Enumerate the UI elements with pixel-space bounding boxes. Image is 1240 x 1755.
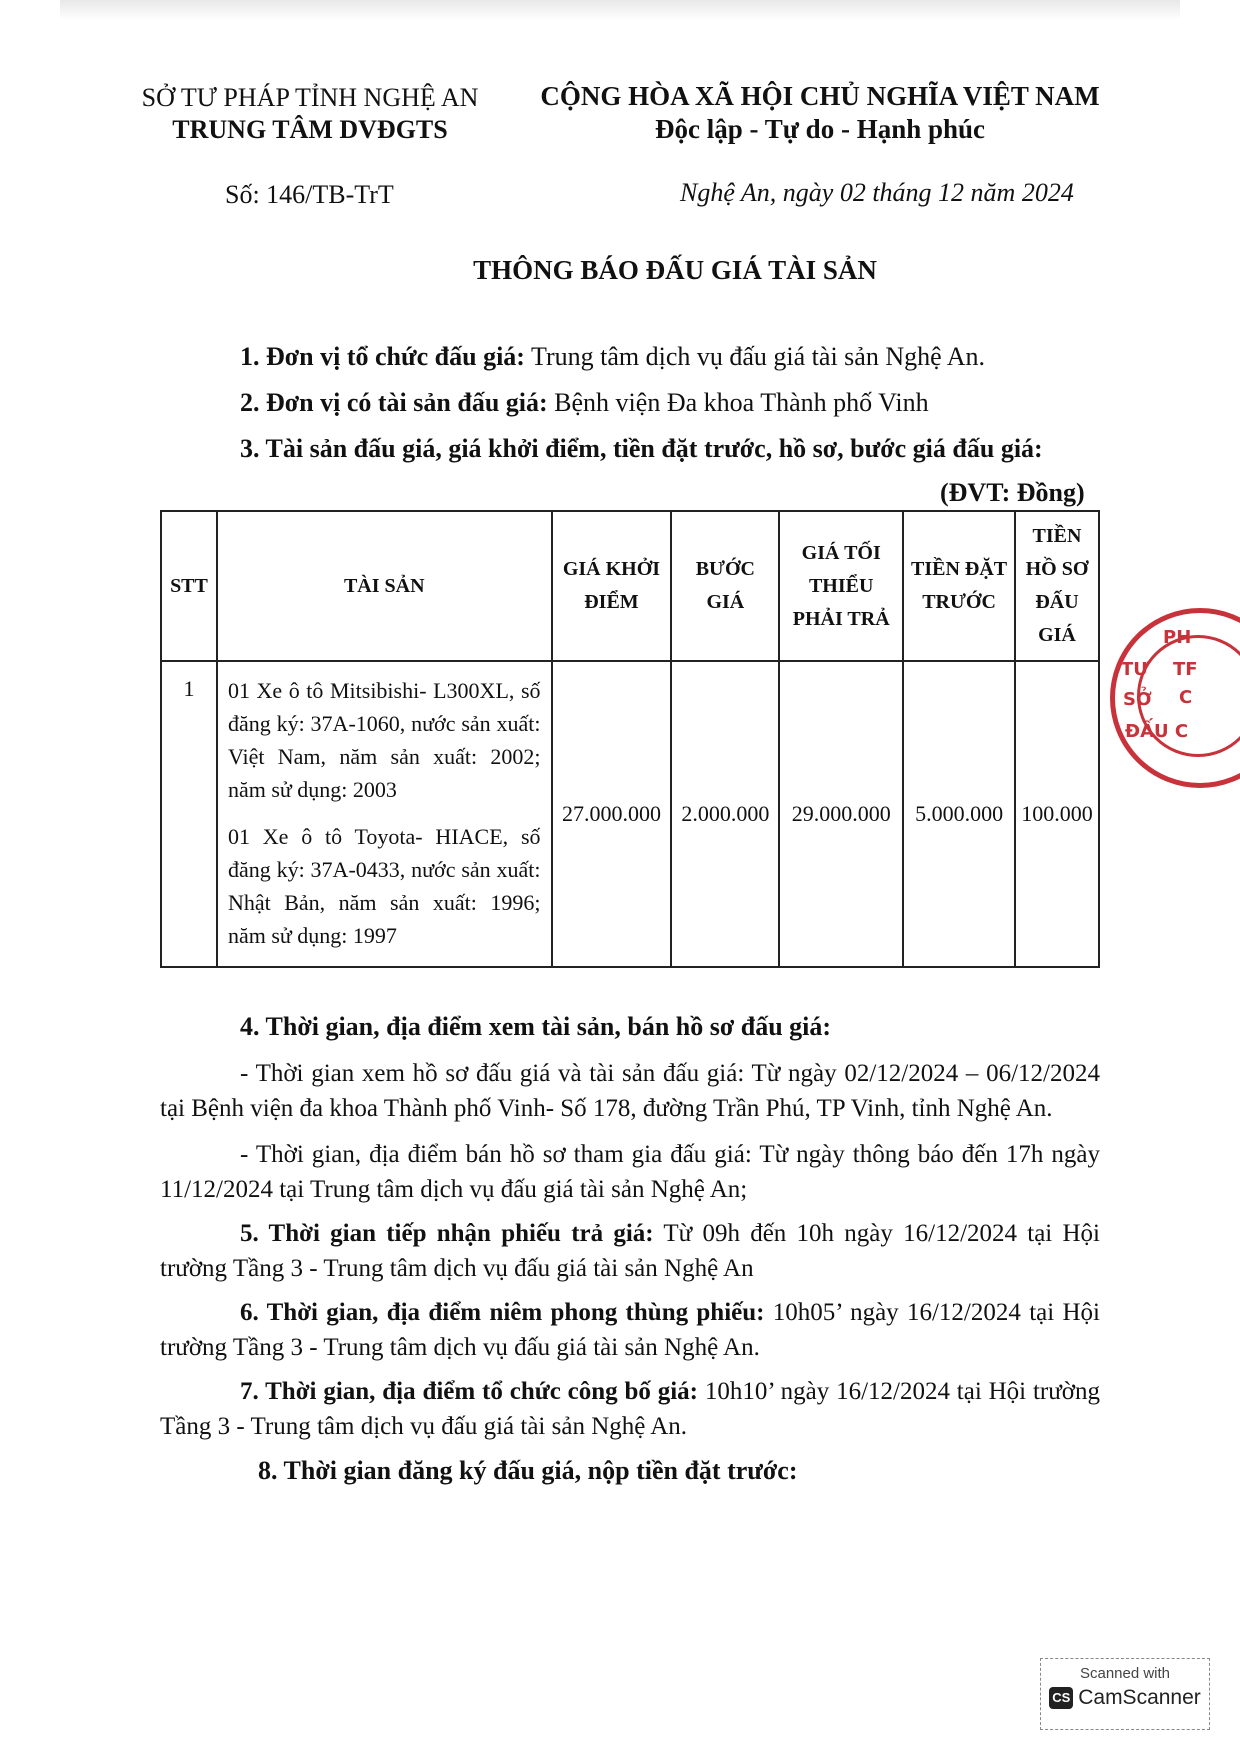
unit-label: (ĐVT: Đồng) <box>940 478 1085 507</box>
scanner-brand <box>1041 1686 1209 1710</box>
camscanner-logo-icon: CS <box>1049 1687 1073 1709</box>
seal-text: TF <box>1173 659 1198 680</box>
seal-stamp <box>1110 608 1240 788</box>
section-4-p2: - Thời gian, địa điểm bán hồ sơ tham gia đấu giá: Từ ngày thông báo đến 17h ngày 11/12/2024 tại Trung tâm dịch vụ đấu giá tài sản Nghệ An; <box>160 1141 1100 1203</box>
seal-text: PH <box>1163 627 1192 648</box>
scanner-brand-name: CamScanner <box>1078 1686 1201 1709</box>
item-1-label: 1. Đơn vị tổ chức đấu giá: <box>240 342 525 371</box>
section-5-label: 5. Thời gian tiếp nhận phiếu trả giá: <box>240 1220 654 1247</box>
section-8-heading: 8. Thời gian đăng ký đấu giá, nộp tiền đặt trước: <box>258 1456 798 1485</box>
section-4-p1: - Thời gian xem hồ sơ đấu giá và tài sản đấu giá: Từ ngày 02/12/2024 – 06/12/2024 tại Bệnh viện đa khoa Thành phố Vinh- Số 178, đường Trần Phú, TP Vinh, tỉnh Nghệ An. <box>160 1060 1100 1122</box>
national-motto-block <box>510 80 1130 146</box>
asset-table <box>160 510 1100 968</box>
section-7-text: 10h10’ ngày 16/12/2024 tại Hội trường Tầng 3 - Trung tâm dịch vụ đấu giá tài sản Nghệ An. <box>160 1378 1100 1440</box>
item-1-value: Trung tâm dịch vụ đấu giá tài sản Nghệ An. <box>524 342 985 371</box>
cell-min-pay: 29.000.000 <box>779 661 903 967</box>
section-7-label: 7. Thời gian, địa điểm tổ chức công bố giá: <box>240 1378 698 1405</box>
cell-start-price: 27.000.000 <box>552 661 672 967</box>
section-6-label: 6. Thời gian, địa điểm niêm phong thùng phiếu: <box>240 1299 765 1326</box>
col-min-pay: GIÁ TỐI THIỂU PHẢI TRẢ <box>779 511 903 661</box>
item-2-value: Bệnh viện Đa khoa Thành phố Vinh <box>547 388 929 417</box>
issuer-name: TRUNG TÂM DVĐGTS <box>172 115 448 144</box>
reference-number: Số: 146/TB-TrT <box>225 180 394 209</box>
seal-text: C <box>1179 687 1193 708</box>
seal-text: SỞ <box>1123 689 1152 710</box>
col-asset: TÀI SẢN <box>217 511 552 661</box>
issuer-parent: SỞ TƯ PHÁP TỈNH NGHỆ AN <box>141 83 479 112</box>
cell-asset <box>217 661 552 967</box>
col-stt: STT <box>161 511 217 661</box>
place-date: Nghệ An, ngày 02 tháng 12 năm 2024 <box>680 178 1074 207</box>
cell-deposit: 5.000.000 <box>903 661 1015 967</box>
motto: Độc lập - Tự do - Hạnh phúc <box>654 114 986 144</box>
table-row <box>161 661 1099 967</box>
cell-stt: 1 <box>161 661 217 967</box>
section-6 <box>160 1295 1100 1365</box>
section-6-text: 10h05’ ngày 16/12/2024 tại Hội trường Tầng 3 - Trung tâm dịch vụ đấu giá tài sản Nghệ An. <box>160 1299 1100 1361</box>
camscanner-badge <box>1040 1658 1210 1730</box>
item-1 <box>240 342 985 372</box>
scan-top-edge <box>60 0 1180 20</box>
asset-2: 01 Xe ô tô Toyota- HIACE, số đăng ký: 37A-0433, nước sản xuất: Nhật Bản, năm sản xuất: 1996; năm sử dụng: 1997 <box>227 824 541 948</box>
cell-file-fee: 100.000 <box>1015 661 1099 967</box>
issuer-block <box>120 82 500 146</box>
country-name: CỘNG HÒA XÃ HỘI CHỦ NGHĨA VIỆT NAM <box>540 81 1100 111</box>
document-title: THÔNG BÁO ĐẤU GIÁ TÀI SẢN <box>473 255 877 285</box>
section-7 <box>160 1374 1100 1444</box>
seal-text: ĐẤU C <box>1125 721 1189 742</box>
section-5-text: Từ 09h đến 10h ngày 16/12/2024 tại Hội trường Tầng 3 - Trung tâm dịch vụ đấu giá tài sản Nghệ An <box>160 1220 1100 1282</box>
item-2-label: 2. Đơn vị có tài sản đấu giá: <box>240 388 548 417</box>
table-header-row <box>161 511 1099 661</box>
section-5 <box>160 1216 1100 1286</box>
col-file-fee: TIỀN HỒ SƠ ĐẤU GIÁ <box>1015 511 1099 661</box>
asset-1: 01 Xe ô tô Mitsibishi- L300XL, số đăng ký: 37A-1060, nước sản xuất: Việt Nam, năm sản xuất: 2002; năm sử dụng: 2003 <box>227 678 541 802</box>
col-start-price: GIÁ KHỞI ĐIỂM <box>552 511 672 661</box>
col-step: BƯỚC GIÁ <box>671 511 779 661</box>
col-deposit: TIỀN ĐẶT TRƯỚC <box>903 511 1015 661</box>
cell-step: 2.000.000 <box>671 661 779 967</box>
section-4-heading: 4. Thời gian, địa điểm xem tài sản, bán hồ sơ đấu giá: <box>240 1012 832 1041</box>
scanner-caption: Scanned with <box>1079 1665 1171 1682</box>
seal-text: TƯ <box>1121 659 1149 680</box>
item-2 <box>240 388 929 418</box>
item-3-label: 3. Tài sản đấu giá, giá khởi điểm, tiền đặt trước, hồ sơ, bước giá đấu giá: <box>240 434 1043 463</box>
